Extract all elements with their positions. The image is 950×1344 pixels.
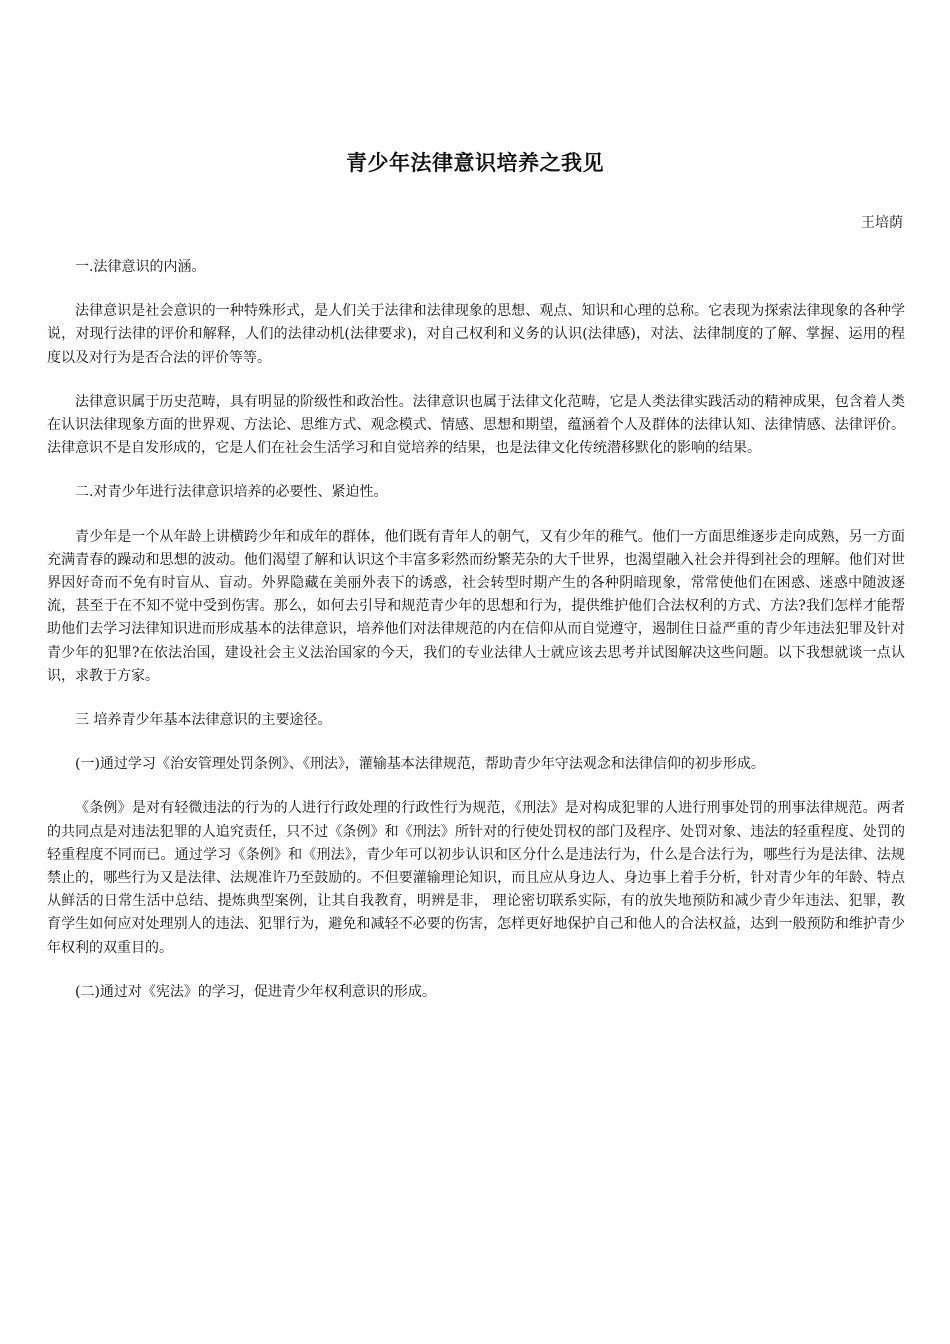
- paragraph: 法律意识是社会意识的一种特殊形式，是人们关于法律和法律现象的思想、观点、知识和心理的总称。它表现为探索法律现象的各种学说，对现行法律的评价和解释，人们的法律动机(法律要求)，对自己权利和义务的认识(法律感)，对法、法律制度的了解、掌握、运用的程度以及对行为是否合法的评价等等。: [47, 303, 905, 366]
- subsection-heading-1: (一)通过学习《治安管理处罚条例》、《刑法》，灌输基本法律规范，帮助青少年守法观念和法律信仰的初步形成。: [75, 756, 765, 773]
- section-heading-2: 二.对青少年进行法律意识培养的必要性、紧迫性。: [75, 484, 388, 501]
- section-heading-3: 三 培养青少年基本法律意识的主要途径。: [75, 712, 332, 729]
- document-body: [47, 256, 905, 1025]
- section-heading-1: 一.法律意识的内涵。: [75, 259, 206, 275]
- subsection-heading-2: (二)通过对《宪法》的学习，促进青少年权利意识的形成。: [75, 983, 436, 1000]
- paragraph: 法律意识属于历史范畴，具有明显的阶级性和政治性。法律意识也属于法律文化范畴，它是人类法律实践活动的精神成果，包含着人类在认识法律现象方面的世界观、方法论、思维方式、观念模式、情感、思想和期望，蕴涵着个人及群体的法律认知、法律情感、法律评价。法律意识不是自发形成的，它是人们在社会生活学习和自觉培养的结果，也是法律文化传统潜移默化的影响的结果。: [47, 393, 905, 457]
- document-title: 青少年法律意识培养之我见: [346, 151, 604, 175]
- document-author: 王培荫: [861, 215, 903, 231]
- paragraph: 青少年是一个从年龄上讲横跨少年和成年的群体，他们既有青年人的朝气，又有少年的稚气。他们一方面思维逐步走向成熟，另一方面充满青春的躁动和思想的波动。他们渴望了解和认识这个丰富多彩然而纷繁芜杂的大千世界，也渴望融入社会并得到社会的理解。他们对世界因好奇而不免有时盲从、盲动。外界隐藏在美丽外表下的诱惑，社会转型时期产生的各种阴暗现象，常常使他们在困惑、迷惑中随波逐流，甚至于在不知不觉中受到伤害。那么，如何去引导和规范青少年的思想和行为，提供维护他们合法权利的方式、方法?我们怎样才能帮助他们去学习法律知识进而形成基本的法律意识，培养他们对法律规范的内在信仰从而自觉遵守，遏制住日益严重的青少年违法犯罪及针对青少年的犯罪?在依法治国，建设社会主义法治国家的今天，我们的专业法律人士就应该去思考并试图解决这些问题。以下我想就谈一点认识，求教于方家。: [47, 528, 905, 684]
- paragraph: 《条例》是对有轻微违法的行为的人进行行政处理的行政性行为规范，《刑法》是对构成犯罪的人进行刑事处罚的刑事法律规范。两者的共同点是对违法犯罪的人追究责任，只不过《条例》和《刑法》所针对的行使处罚权的部门及程序、处罚对象、违法的轻重程度、处罚的轻重程度不同而已。通过学习《条例》和《刑法》，青少年可以初步认识和区分什么是违法行为，什么是合法行为，哪些行为是法律、法规禁止的，哪些行为又是法律、法规准许乃至鼓励的。不但要灌输理论知识，而且应从身边人、身边事上着手分析，针对青少年的年龄、特点从鲜活的日常生活中总结、提炼典型案例，让其自我教育，明辨是非， 理论密切联系实际，有的放失地预防和减少青少年违法、犯罪，教育学生如何应对处理别人的违法、犯罪行为，避免和减轻不必要的伤害，怎样更好地保护自己和他人的合法权益，达到一般预防和维护青少年权利的双重目的。: [47, 800, 905, 956]
